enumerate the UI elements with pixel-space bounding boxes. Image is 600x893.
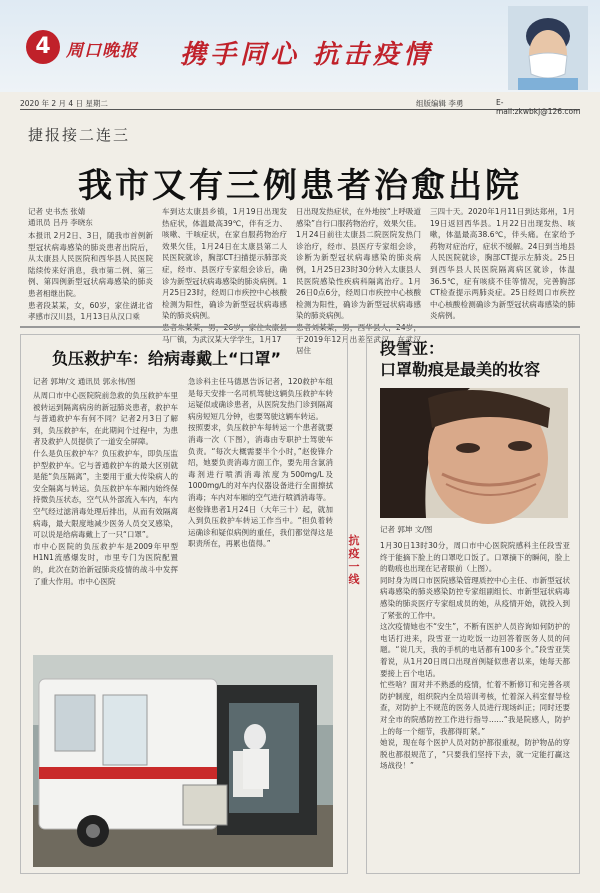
mask-marked-face-photo	[380, 388, 568, 518]
right-feature-title	[380, 338, 540, 380]
layout-editor: 组版编辑 李勇	[416, 99, 464, 108]
right-feature-body: 1月30日13时30分，周口市中心医院院感科主任段雪亚终于能摘下脸上的口罩吃口饭了。口罩摘下的瞬间，脸上的勒痕也出现在记者眼前（上图）。 同时身为周口市医院感染管理质控中心主任、市新型冠状病毒感染的肺炎感染防控专家组副组长、市新型冠状病毒感染的肺炎医疗专家组成员的她，从疫情开始，就投入到了紧张的工作中。 这次疫情她也不“安生”，不断有医护人员咨询如何防护的电话打进来，段雪亚一边吃饭一边回答着医务人员的问题。“说几天，我的手机的电话都有100多个。”段雪亚笑着说，从1月20日周口出现首例疑似患者以来，她每天都要接上百个电话。 忙些啥？面对并不熟悉的疫情，忙着不断修订和完善各项防护制度，组织院内全员培训考核，忙着深入科室督导检查，对防护上不规范的医务人员进行现场纠正；同时还要对全市的院感防控工作进行指导……“我是院感人，防护上的每一个细节，我都得盯紧。” 她说，现在每个医护人员对防护都很重视，防护物品的穿脱也都很规范了，“只要我们坚持下去，就一定能打赢这场战役！”	[380, 541, 570, 771]
lead-column-1: 本报讯 2月2日、3日，随我市首例新型冠状病毒感染的肺炎患者出院后，从太康县人民医院和西华县人民医院陆续传来好消息，我市第二例、第三例、第四例新型冠状病毒感染的肺炎患者相继出院。 患者段某某，女，60岁，家住湖北省孝感市汉川县，1月13日从汉口乘	[28, 231, 153, 322]
right-feature-byline: 记者 郭坤 文/图	[380, 525, 433, 534]
masked-nurse-photo	[508, 6, 588, 90]
dateline-bar	[20, 96, 581, 116]
lead-column-4: 三四十天。2020年1月11日到达郑州，1月19日返回西华县。1月22日出现发热、咳嗽，体温最高38.6℃，伴头痛。在家给予药物对症治疗，症状不缓解。24日到当地县人民医院就诊，胸部CT提示左肺炎。25日到西华县人民医院隔离病区就诊，体温36.5℃，症有咳痰不佳等情况，完善胸部CT检查提示两肺炎症。25日经周口市疾控中心核酸检测确诊为新型冠状病毒感染的肺炎病例。	[430, 207, 575, 321]
left-feature-column-2: 急诊科主任马德恩告诉记者，120救护车组是每天安排一名司机驾驶这辆负压救护车转运疑似或确诊患者，从医院发热门诊到隔离病房短短几分钟，也要驾驶这辆车转运。 按照要求，负压救护车每转运一个患者就要消毒一次（下图），消毒由专职护士驾驶车负责。“每次大概需要半个小时，”赵俊锋介绍，她要负责消毒方面工作，要先用含氯消毒剂进行喷洒消毒浓度为500mg/L及1000mg/L的对车内仪器设备进行全面擦拭消毒；车内对车厢的空气进行喷洒消毒等。 赵俊锋患者1月24日（大年三十）起，就加入到负压救护车转运工作当中。“担负着转运确诊和疑似病例的重任，我们都觉得这是职责所在，再累也值得。”	[188, 377, 333, 549]
lead-kicker: 捷报接二连三	[28, 126, 131, 144]
banner-slogan: 携手同心 抗击疫情	[180, 40, 434, 70]
lead-column-2: 车到达太康县乡镇，1月19日出现发热症状，体温最高39℃，伴有乏力、咳嗽、干咳症状，在家自服药物治疗效果欠佳，1月24日在太康县第二人民医院就诊，胸部CT扫描提示肺部炎症，经市、县医疗专家组会诊后，确诊为新型冠状病毒感染的肺炎病例。1月25日23时，经周口市疾控中心核酸检测为阳性，确诊为新型冠状病毒感染的肺炎病例。 马厂镇，为武汉某大学学生，1月17	[162, 207, 287, 344]
page-number: 4	[26, 30, 60, 64]
negative-pressure-ambulance-photo	[33, 655, 333, 867]
section-divider	[20, 326, 580, 328]
paper-name-logo: 周口晚报	[66, 41, 138, 61]
contact-email: E-mail:zkwbkj@126.com	[496, 98, 581, 116]
lead-headline: 我市又有三例患者治愈出院	[78, 166, 522, 206]
lead-byline: 记者 史书杰 张婧 通讯员 吕丹 李晓东	[28, 207, 93, 227]
left-feature-column-1: 从周口市中心医院院前急救的负压救护车里被转运到隔离病房的新冠肺炎患者，救护车与普通救护车有何不同？记者2月3日了解到，负压救护车，在此期间个过程中，为患者及救护人员提供了一道安全屏障。 什么是负压救护车？负压救护车，即负压监护型救护车。它与普通救护车的最大区别就是能“负压隔离”，主要用于重大传染病人的安全隔离与转运。负压救护车车厢内始终保持微负压状态，空气从外部流入车内，车内空气经过滤消毒处理后排出，从而有效隔离病毒，最大限度地减少医务人员交叉感染，可以说是给病毒戴上了一只“口罩”。 市中心医院的负压救护车是2009年甲型H1N1流感爆发时，市里专门为医院配置的，此次在防治新冠肺炎疫情的战斗中发挥了重大作用。市中心医院	[33, 391, 178, 586]
section-tag-frontline: 抗疫一线	[348, 534, 360, 586]
left-feature-title: 负压救护车：给病毒戴上“口罩”	[52, 349, 282, 368]
masthead	[0, 0, 600, 92]
issue-date: 2020 年 2 月 4 日 星期二	[20, 99, 108, 108]
right-title-name: 段雪亚：	[380, 339, 445, 358]
right-title-subtitle: 口罩勒痕是最美的妆容	[380, 360, 541, 379]
left-feature-byline: 记者 郭坤/文 通讯员 郭永伟/图	[33, 377, 136, 386]
lead-column-3: 日出现发热症状，在外地按“上呼吸道感染”自行口服药物治疗，效果欠佳。1月24日前往太康县二院医院发热门诊治疗，经市、县医疗专家组会诊，诊断为新型冠状病毒感染的肺炎病例，1月25日23时30分转入太康县人民医院感染性疾病科隔离治疗。1月26日0点6分，经周口市疾控中心核酸检测为阳性，确诊为新型冠状病毒感染的肺炎病例。 于2019年12月出差至武汉，在武汉居住	[296, 207, 421, 356]
